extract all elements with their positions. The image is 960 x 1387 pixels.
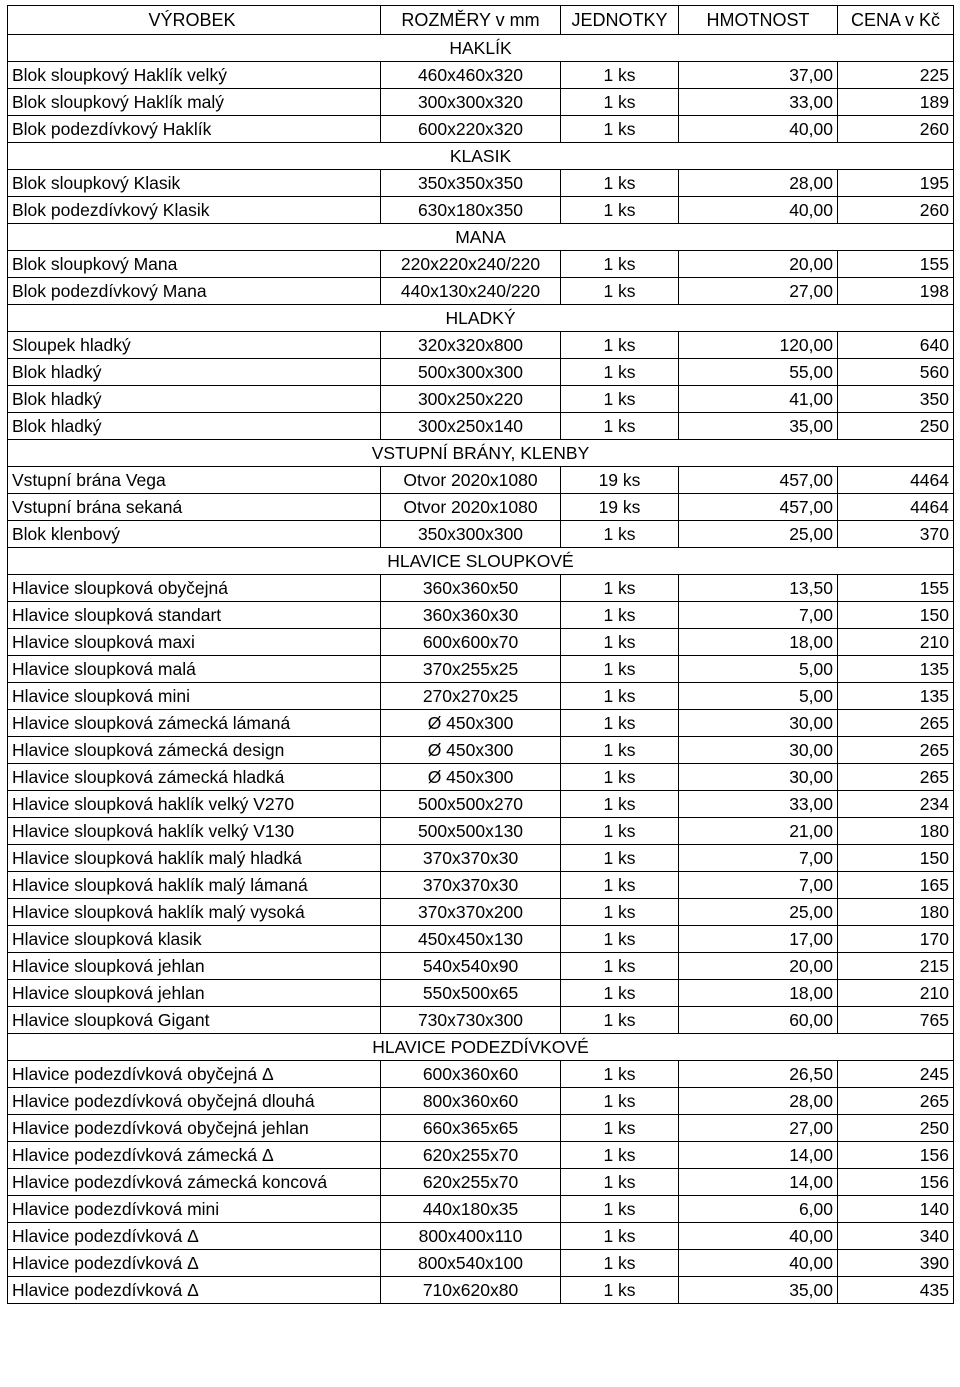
product-name-cell: Blok hladký: [8, 359, 381, 386]
price-cell: 180: [838, 899, 954, 926]
product-name-cell: Hlavice sloupková haklík malý hladká: [8, 845, 381, 872]
table-row: [8, 872, 954, 899]
table-row: [8, 656, 954, 683]
product-name-cell: Hlavice sloupková haklík velký V270: [8, 791, 381, 818]
product-name-cell: Hlavice podezdívková obyčejná Δ: [8, 1061, 381, 1088]
dimensions-cell: 540x540x90: [381, 953, 561, 980]
table-row: [8, 170, 954, 197]
table-row: [8, 1115, 954, 1142]
section-title: MANA: [8, 224, 954, 251]
price-cell: 640: [838, 332, 954, 359]
weight-cell: 18,00: [679, 980, 838, 1007]
dimensions-cell: 300x250x220: [381, 386, 561, 413]
table-row: [8, 602, 954, 629]
table-row: [8, 251, 954, 278]
weight-cell: 28,00: [679, 170, 838, 197]
section-title: HLAVICE SLOUPKOVÉ: [8, 548, 954, 575]
table-row: [8, 818, 954, 845]
price-cell: 245: [838, 1061, 954, 1088]
table-row: [8, 62, 954, 89]
table-row: [8, 899, 954, 926]
price-cell: 150: [838, 602, 954, 629]
header-price: CENA v Kč: [838, 6, 954, 35]
section-title: HAKLÍK: [8, 35, 954, 62]
section-header-row: [8, 35, 954, 62]
units-cell: 1 ks: [561, 1250, 679, 1277]
weight-cell: 28,00: [679, 1088, 838, 1115]
product-name-cell: Blok sloupkový Haklík malý: [8, 89, 381, 116]
price-cell: 170: [838, 926, 954, 953]
units-cell: 1 ks: [561, 62, 679, 89]
units-cell: 1 ks: [561, 1115, 679, 1142]
dimensions-cell: Otvor 2020x1080: [381, 494, 561, 521]
table-row: [8, 980, 954, 1007]
table-row: [8, 710, 954, 737]
dimensions-cell: 350x300x300: [381, 521, 561, 548]
weight-cell: 40,00: [679, 197, 838, 224]
weight-cell: 26,50: [679, 1061, 838, 1088]
weight-cell: 27,00: [679, 1115, 838, 1142]
weight-cell: 30,00: [679, 710, 838, 737]
dimensions-cell: 730x730x300: [381, 1007, 561, 1034]
price-cell: 135: [838, 683, 954, 710]
table-row: [8, 1277, 954, 1304]
section-title: HLADKÝ: [8, 305, 954, 332]
dimensions-cell: 600x220x320: [381, 116, 561, 143]
dimensions-cell: 300x250x140: [381, 413, 561, 440]
price-cell: 195: [838, 170, 954, 197]
dimensions-cell: Ø 450x300: [381, 764, 561, 791]
product-name-cell: Sloupek hladký: [8, 332, 381, 359]
product-name-cell: Hlavice sloupková jehlan: [8, 980, 381, 1007]
table-row: [8, 89, 954, 116]
table-row: [8, 1196, 954, 1223]
dimensions-cell: 360x360x50: [381, 575, 561, 602]
product-name-cell: Vstupní brána Vega: [8, 467, 381, 494]
weight-cell: 14,00: [679, 1142, 838, 1169]
product-name-cell: Hlavice podezdívková zámecká Δ: [8, 1142, 381, 1169]
units-cell: 1 ks: [561, 899, 679, 926]
product-name-cell: Hlavice sloupková malá: [8, 656, 381, 683]
section-header-row: [8, 440, 954, 467]
weight-cell: 120,00: [679, 332, 838, 359]
product-name-cell: Blok sloupkový Mana: [8, 251, 381, 278]
dimensions-cell: 630x180x350: [381, 197, 561, 224]
units-cell: 1 ks: [561, 359, 679, 386]
price-cell: 560: [838, 359, 954, 386]
price-cell: 260: [838, 197, 954, 224]
weight-cell: 5,00: [679, 656, 838, 683]
units-cell: 1 ks: [561, 116, 679, 143]
dimensions-cell: 440x180x35: [381, 1196, 561, 1223]
product-name-cell: Hlavice sloupková standart: [8, 602, 381, 629]
weight-cell: 13,50: [679, 575, 838, 602]
units-cell: 1 ks: [561, 818, 679, 845]
section-header-row: [8, 143, 954, 170]
dimensions-cell: 270x270x25: [381, 683, 561, 710]
product-name-cell: Hlavice podezdívková obyčejná dlouhá: [8, 1088, 381, 1115]
dimensions-cell: Otvor 2020x1080: [381, 467, 561, 494]
units-cell: 1 ks: [561, 872, 679, 899]
weight-cell: 40,00: [679, 1250, 838, 1277]
table-row: [8, 629, 954, 656]
units-cell: 1 ks: [561, 683, 679, 710]
price-cell: 140: [838, 1196, 954, 1223]
weight-cell: 7,00: [679, 872, 838, 899]
product-name-cell: Hlavice sloupková klasik: [8, 926, 381, 953]
units-cell: 1 ks: [561, 737, 679, 764]
units-cell: 1 ks: [561, 845, 679, 872]
weight-cell: 41,00: [679, 386, 838, 413]
header-weight: HMOTNOST: [679, 6, 838, 35]
units-cell: 1 ks: [561, 629, 679, 656]
price-cell: 265: [838, 710, 954, 737]
weight-cell: 60,00: [679, 1007, 838, 1034]
dimensions-cell: 710x620x80: [381, 1277, 561, 1304]
product-name-cell: Blok sloupkový Haklík velký: [8, 62, 381, 89]
units-cell: 1 ks: [561, 764, 679, 791]
header-row: [8, 6, 954, 35]
weight-cell: 20,00: [679, 251, 838, 278]
dimensions-cell: 550x500x65: [381, 980, 561, 1007]
units-cell: 1 ks: [561, 1061, 679, 1088]
header-units: JEDNOTKY: [561, 6, 679, 35]
dimensions-cell: 800x540x100: [381, 1250, 561, 1277]
weight-cell: 17,00: [679, 926, 838, 953]
dimensions-cell: 370x370x30: [381, 845, 561, 872]
table-row: [8, 278, 954, 305]
units-cell: 1 ks: [561, 1169, 679, 1196]
product-name-cell: Blok podezdívkový Haklík: [8, 116, 381, 143]
dimensions-cell: 370x255x25: [381, 656, 561, 683]
section-header-row: [8, 305, 954, 332]
price-cell: 210: [838, 980, 954, 1007]
weight-cell: 33,00: [679, 791, 838, 818]
units-cell: 1 ks: [561, 170, 679, 197]
table-row: [8, 683, 954, 710]
product-name-cell: Hlavice sloupková mini: [8, 683, 381, 710]
units-cell: 1 ks: [561, 386, 679, 413]
price-cell: 370: [838, 521, 954, 548]
product-name-cell: Hlavice podezdívková zámecká koncová: [8, 1169, 381, 1196]
weight-cell: 7,00: [679, 602, 838, 629]
dimensions-cell: 370x370x30: [381, 872, 561, 899]
dimensions-cell: 460x460x320: [381, 62, 561, 89]
dimensions-cell: 800x360x60: [381, 1088, 561, 1115]
product-name-cell: Blok sloupkový Klasik: [8, 170, 381, 197]
weight-cell: 25,00: [679, 521, 838, 548]
price-cell: 765: [838, 1007, 954, 1034]
table-row: [8, 953, 954, 980]
product-name-cell: Blok klenbový: [8, 521, 381, 548]
dimensions-cell: 320x320x800: [381, 332, 561, 359]
weight-cell: 40,00: [679, 116, 838, 143]
weight-cell: 7,00: [679, 845, 838, 872]
units-cell: 1 ks: [561, 1142, 679, 1169]
table-row: [8, 791, 954, 818]
table-row: [8, 116, 954, 143]
units-cell: 1 ks: [561, 710, 679, 737]
table-row: [8, 1169, 954, 1196]
product-name-cell: Hlavice sloupková haklík malý lámaná: [8, 872, 381, 899]
product-name-cell: Hlavice sloupková Gigant: [8, 1007, 381, 1034]
price-cell: 390: [838, 1250, 954, 1277]
dimensions-cell: 350x350x350: [381, 170, 561, 197]
dimensions-cell: 220x220x240/220: [381, 251, 561, 278]
dimensions-cell: 500x500x130: [381, 818, 561, 845]
table-row: [8, 1007, 954, 1034]
dimensions-cell: 500x300x300: [381, 359, 561, 386]
dimensions-cell: 500x500x270: [381, 791, 561, 818]
units-cell: 1 ks: [561, 332, 679, 359]
product-name-cell: Hlavice sloupková zámecká lámaná: [8, 710, 381, 737]
price-cell: 155: [838, 251, 954, 278]
weight-cell: 35,00: [679, 1277, 838, 1304]
product-name-cell: Hlavice sloupková haklík malý vysoká: [8, 899, 381, 926]
units-cell: 1 ks: [561, 1277, 679, 1304]
price-cell: 265: [838, 764, 954, 791]
section-header-row: [8, 224, 954, 251]
table-row: [8, 1223, 954, 1250]
section-title: KLASIK: [8, 143, 954, 170]
table-body: [8, 35, 954, 1304]
weight-cell: 40,00: [679, 1223, 838, 1250]
product-name-cell: Hlavice sloupková obyčejná: [8, 575, 381, 602]
dimensions-cell: 800x400x110: [381, 1223, 561, 1250]
weight-cell: 5,00: [679, 683, 838, 710]
price-cell: 265: [838, 737, 954, 764]
table-row: [8, 845, 954, 872]
units-cell: 1 ks: [561, 89, 679, 116]
weight-cell: 457,00: [679, 494, 838, 521]
dimensions-cell: 370x370x200: [381, 899, 561, 926]
product-name-cell: Vstupní brána sekaná: [8, 494, 381, 521]
table-row: [8, 359, 954, 386]
units-cell: 1 ks: [561, 197, 679, 224]
price-cell: 155: [838, 575, 954, 602]
price-cell: 198: [838, 278, 954, 305]
product-name-cell: Hlavice sloupková zámecká design: [8, 737, 381, 764]
price-cell: 260: [838, 116, 954, 143]
table-row: [8, 926, 954, 953]
units-cell: 1 ks: [561, 1088, 679, 1115]
price-cell: 234: [838, 791, 954, 818]
table-row: [8, 1142, 954, 1169]
price-cell: 250: [838, 413, 954, 440]
table-row: [8, 467, 954, 494]
price-cell: 4464: [838, 494, 954, 521]
product-name-cell: Hlavice sloupková zámecká hladká: [8, 764, 381, 791]
dimensions-cell: 600x600x70: [381, 629, 561, 656]
price-cell: 350: [838, 386, 954, 413]
section-title: VSTUPNÍ BRÁNY, KLENBY: [8, 440, 954, 467]
weight-cell: 21,00: [679, 818, 838, 845]
units-cell: 1 ks: [561, 791, 679, 818]
units-cell: 19 ks: [561, 494, 679, 521]
dimensions-cell: 620x255x70: [381, 1142, 561, 1169]
dimensions-cell: Ø 450x300: [381, 737, 561, 764]
product-name-cell: Blok hladký: [8, 386, 381, 413]
units-cell: 1 ks: [561, 1223, 679, 1250]
product-name-cell: Blok hladký: [8, 413, 381, 440]
section-header-row: [8, 1034, 954, 1061]
price-cell: 210: [838, 629, 954, 656]
units-cell: 1 ks: [561, 656, 679, 683]
table-row: [8, 386, 954, 413]
product-name-cell: Blok podezdívkový Mana: [8, 278, 381, 305]
units-cell: 1 ks: [561, 413, 679, 440]
header-product: VÝROBEK: [8, 6, 381, 35]
price-cell: 156: [838, 1169, 954, 1196]
price-cell: 250: [838, 1115, 954, 1142]
price-cell: 4464: [838, 467, 954, 494]
table-row: [8, 413, 954, 440]
price-cell: 156: [838, 1142, 954, 1169]
price-cell: 189: [838, 89, 954, 116]
price-list-table: [7, 5, 954, 1304]
product-name-cell: Hlavice podezdívková Δ: [8, 1277, 381, 1304]
units-cell: 1 ks: [561, 1196, 679, 1223]
weight-cell: 457,00: [679, 467, 838, 494]
units-cell: 1 ks: [561, 980, 679, 1007]
weight-cell: 25,00: [679, 899, 838, 926]
weight-cell: 6,00: [679, 1196, 838, 1223]
table-row: [8, 1061, 954, 1088]
weight-cell: 37,00: [679, 62, 838, 89]
product-name-cell: Hlavice podezdívková mini: [8, 1196, 381, 1223]
product-name-cell: Hlavice sloupková jehlan: [8, 953, 381, 980]
price-cell: 435: [838, 1277, 954, 1304]
units-cell: 1 ks: [561, 953, 679, 980]
table-row: [8, 332, 954, 359]
product-name-cell: Hlavice podezdívková Δ: [8, 1223, 381, 1250]
weight-cell: 30,00: [679, 737, 838, 764]
dimensions-cell: 450x450x130: [381, 926, 561, 953]
dimensions-cell: 360x360x30: [381, 602, 561, 629]
units-cell: 1 ks: [561, 251, 679, 278]
dimensions-cell: 440x130x240/220: [381, 278, 561, 305]
table-row: [8, 737, 954, 764]
product-name-cell: Hlavice podezdívková Δ: [8, 1250, 381, 1277]
weight-cell: 14,00: [679, 1169, 838, 1196]
weight-cell: 33,00: [679, 89, 838, 116]
price-cell: 265: [838, 1088, 954, 1115]
units-cell: 1 ks: [561, 1007, 679, 1034]
price-cell: 165: [838, 872, 954, 899]
weight-cell: 20,00: [679, 953, 838, 980]
table-row: [8, 1088, 954, 1115]
table-row: [8, 494, 954, 521]
dimensions-cell: 300x300x320: [381, 89, 561, 116]
weight-cell: 55,00: [679, 359, 838, 386]
product-name-cell: Hlavice sloupková maxi: [8, 629, 381, 656]
units-cell: 1 ks: [561, 575, 679, 602]
header-dimensions: ROZMĚRY v mm: [381, 6, 561, 35]
table-header: [8, 6, 954, 35]
price-cell: 150: [838, 845, 954, 872]
dimensions-cell: 660x365x65: [381, 1115, 561, 1142]
price-cell: 340: [838, 1223, 954, 1250]
weight-cell: 27,00: [679, 278, 838, 305]
dimensions-cell: Ø 450x300: [381, 710, 561, 737]
dimensions-cell: 620x255x70: [381, 1169, 561, 1196]
table-row: [8, 764, 954, 791]
weight-cell: 30,00: [679, 764, 838, 791]
weight-cell: 18,00: [679, 629, 838, 656]
product-name-cell: Blok podezdívkový Klasik: [8, 197, 381, 224]
dimensions-cell: 600x360x60: [381, 1061, 561, 1088]
table-row: [8, 1250, 954, 1277]
section-title: HLAVICE PODEZDÍVKOVÉ: [8, 1034, 954, 1061]
product-name-cell: Hlavice podezdívková obyčejná jehlan: [8, 1115, 381, 1142]
table-row: [8, 575, 954, 602]
price-cell: 225: [838, 62, 954, 89]
units-cell: 1 ks: [561, 521, 679, 548]
price-cell: 215: [838, 953, 954, 980]
units-cell: 1 ks: [561, 278, 679, 305]
table-row: [8, 197, 954, 224]
units-cell: 1 ks: [561, 926, 679, 953]
price-cell: 135: [838, 656, 954, 683]
table-row: [8, 521, 954, 548]
section-header-row: [8, 548, 954, 575]
price-cell: 180: [838, 818, 954, 845]
weight-cell: 35,00: [679, 413, 838, 440]
product-name-cell: Hlavice sloupková haklík velký V130: [8, 818, 381, 845]
units-cell: 19 ks: [561, 467, 679, 494]
units-cell: 1 ks: [561, 602, 679, 629]
